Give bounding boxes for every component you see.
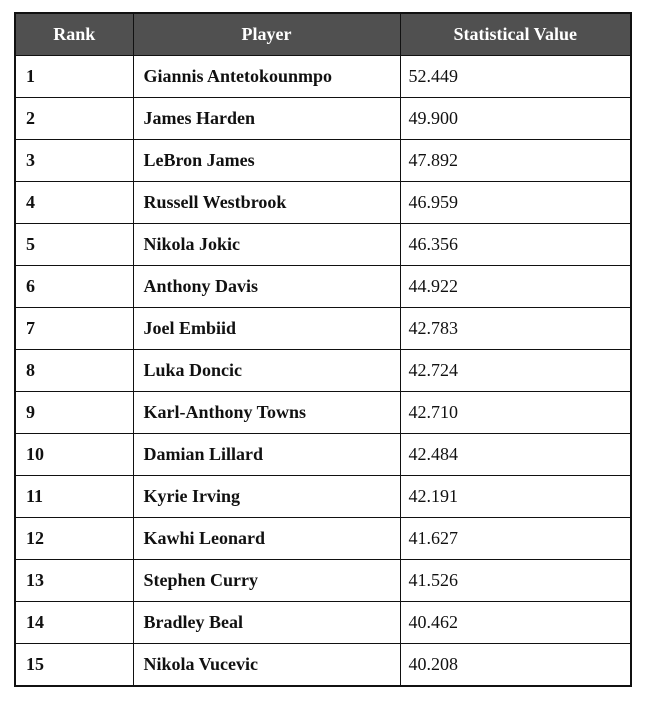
value-cell: 42.783: [400, 308, 631, 350]
rank-cell: 8: [15, 350, 133, 392]
rank-cell: 9: [15, 392, 133, 434]
rank-cell: 11: [15, 476, 133, 518]
table-row: [15, 392, 631, 434]
table-row: [15, 602, 631, 644]
player-column-header: Player: [133, 13, 400, 56]
value-cell: 44.922: [400, 266, 631, 308]
rank-cell: 1: [15, 56, 133, 98]
table-row: [15, 560, 631, 602]
rank-cell: 5: [15, 224, 133, 266]
table-row: [15, 224, 631, 266]
table-header: [15, 13, 631, 56]
table-body: [15, 56, 631, 687]
value-column-header: Statistical Value: [400, 13, 631, 56]
value-cell: 42.484: [400, 434, 631, 476]
player-cell: Russell Westbrook: [133, 182, 400, 224]
player-cell: Damian Lillard: [133, 434, 400, 476]
header-row: [15, 13, 631, 56]
table-row: [15, 350, 631, 392]
player-cell: James Harden: [133, 98, 400, 140]
player-cell: Luka Doncic: [133, 350, 400, 392]
value-cell: 40.208: [400, 644, 631, 687]
table-row: [15, 308, 631, 350]
table-row: [15, 266, 631, 308]
value-cell: 47.892: [400, 140, 631, 182]
player-cell: Stephen Curry: [133, 560, 400, 602]
player-cell: Karl-Anthony Towns: [133, 392, 400, 434]
value-cell: 42.710: [400, 392, 631, 434]
value-cell: 42.191: [400, 476, 631, 518]
rank-cell: 6: [15, 266, 133, 308]
player-cell: Joel Embiid: [133, 308, 400, 350]
rank-column-header: Rank: [15, 13, 133, 56]
rank-cell: 3: [15, 140, 133, 182]
table-row: [15, 518, 631, 560]
table-row: [15, 56, 631, 98]
value-cell: 41.526: [400, 560, 631, 602]
table-row: [15, 140, 631, 182]
value-cell: 46.959: [400, 182, 631, 224]
rankings-table-container: [14, 12, 630, 687]
rank-cell: 7: [15, 308, 133, 350]
value-cell: 42.724: [400, 350, 631, 392]
value-cell: 46.356: [400, 224, 631, 266]
player-cell: Kyrie Irving: [133, 476, 400, 518]
player-cell: LeBron James: [133, 140, 400, 182]
rank-cell: 10: [15, 434, 133, 476]
table-row: [15, 434, 631, 476]
value-cell: 49.900: [400, 98, 631, 140]
table-row: [15, 476, 631, 518]
player-cell: Bradley Beal: [133, 602, 400, 644]
table-row: [15, 644, 631, 687]
value-cell: 41.627: [400, 518, 631, 560]
rank-cell: 4: [15, 182, 133, 224]
player-cell: Nikola Jokic: [133, 224, 400, 266]
player-cell: Anthony Davis: [133, 266, 400, 308]
player-cell: Kawhi Leonard: [133, 518, 400, 560]
rank-cell: 2: [15, 98, 133, 140]
table-row: [15, 98, 631, 140]
rank-cell: 14: [15, 602, 133, 644]
player-cell: Nikola Vucevic: [133, 644, 400, 687]
table-row: [15, 182, 631, 224]
player-cell: Giannis Antetokounmpo: [133, 56, 400, 98]
rank-cell: 13: [15, 560, 133, 602]
value-cell: 52.449: [400, 56, 631, 98]
value-cell: 40.462: [400, 602, 631, 644]
rankings-table: [14, 12, 632, 687]
rank-cell: 12: [15, 518, 133, 560]
rank-cell: 15: [15, 644, 133, 687]
